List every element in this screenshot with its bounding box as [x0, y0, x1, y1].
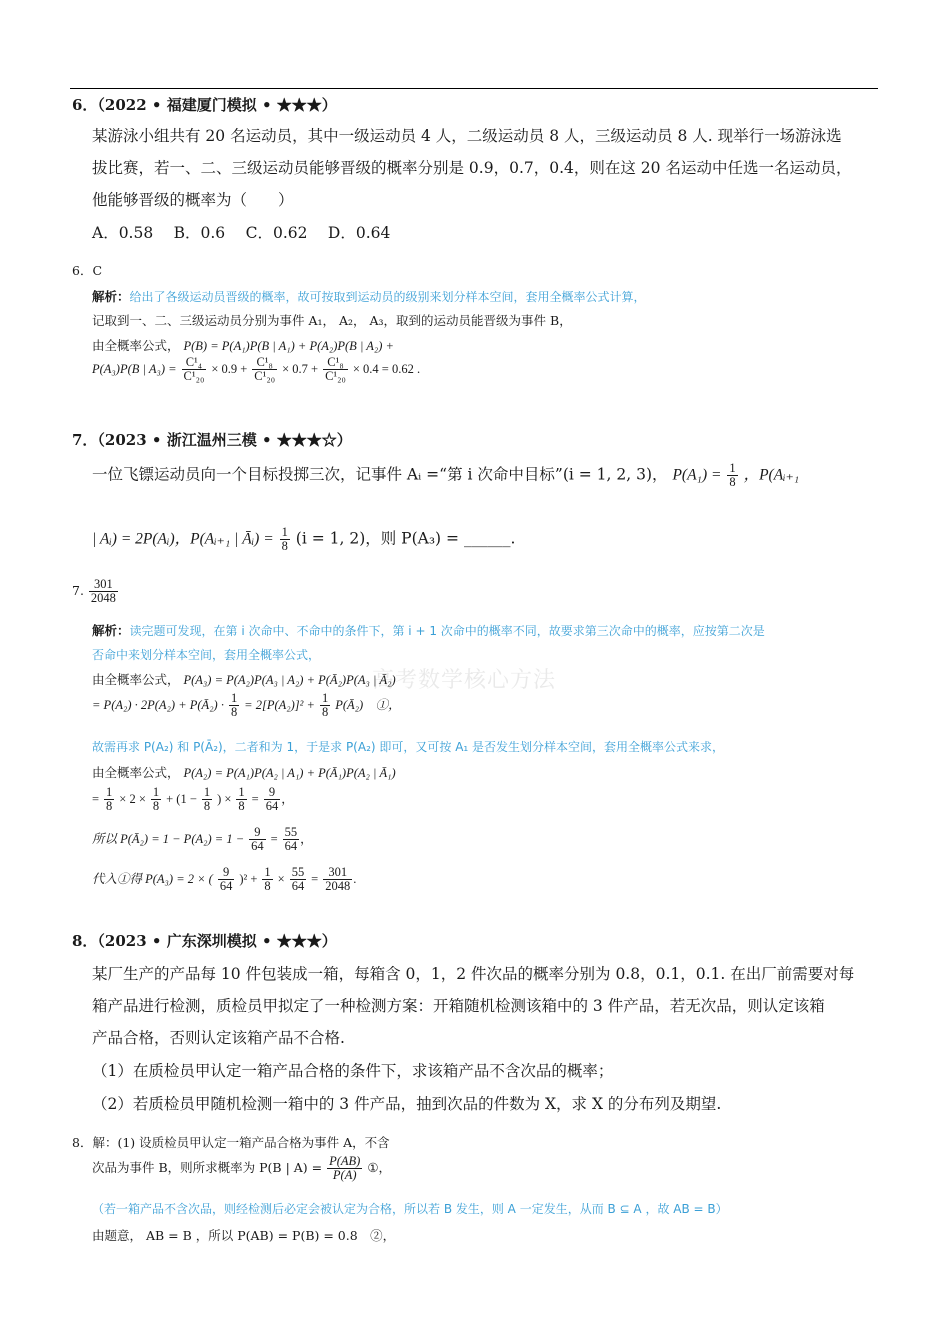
q6-line2: 拔比赛，若一、二、三级运动员能够晋级的概率分别是 0.9，0.7，0.4，则在这 20 名运动中任选一名运动员，: [92, 159, 852, 177]
a6-jiexi-label: 解析：: [92, 289, 130, 304]
a7-l2-frac2-num: 1: [321, 691, 329, 705]
q8-line1: 某厂生产的产品每 10 件包装成一箱，每箱含 0，1，2 件次品的概率分别为 0.8，0.1，0.1. 在出厂前需要对每: [92, 965, 855, 983]
a7-l4-f1-den: 8: [106, 799, 113, 814]
a7-l6-f4-den: 2048: [325, 879, 351, 894]
a7-line3: [92, 763, 396, 781]
watermark: 高考数学核心方法: [372, 668, 557, 693]
a7-line6-b: )² +: [239, 872, 258, 887]
a8-hint: （若一箱产品不含次品，则经检测后必定会被认定为合格，所以若 B 发生，则 A 一定发生，从而 B ⊆ A ，故 AB = B）: [92, 1202, 728, 1216]
frac-c8-b: C¹₈: [323, 356, 348, 370]
a7-l6-f2-num: 1: [264, 865, 271, 879]
a7-line6: 代入①得 P(A₃) = 2 × ( $\frac{9}{64}$ )² + $\frac{1}{8}$ × $\frac{55}{64}$ = $\frac{301}{2048}$ .: [92, 865, 357, 894]
a7-l5-f2-den: 64: [284, 839, 298, 854]
a7-jiexi-label: 解析：: [92, 623, 130, 638]
q8-line2: 箱产品进行检测，质检员甲拟定了一种检测方案：开箱随机检测该箱中的 3 件产品，若无次品，则认定该箱: [92, 997, 825, 1015]
q7-line1: [92, 462, 799, 489]
a7-l4-f2-num: 1: [152, 785, 160, 799]
a7-l5-f1-num: 9: [249, 826, 266, 840]
a7-answer: [72, 578, 119, 605]
frac-c20-b: C¹₂₀: [254, 369, 276, 384]
a6-line3: P(A₃)P(B | A₃) = $\frac{\text{C¹₄}}{\text{C¹₂₀}}$ × 0.9 + $\frac{\text{C¹₈}}{\text{C¹₂₀}}$ × 0.7 + $\frac{\text{C¹₈}}{\text{C¹₂₀}}$ × 0.4 = 0.62 .: [92, 355, 421, 384]
a6-line2-pre: 由全概率公式，: [92, 338, 180, 353]
q6-options: A．0.58 B．0.6 C．0.62 D．0.64: [92, 224, 391, 242]
a7-line2-c: P(Ā₂) ①，: [335, 698, 401, 713]
a7-line4-c: ) ×: [217, 792, 232, 807]
a7-answer-num: 7.: [72, 583, 84, 599]
a7-l4-f1-num: 1: [106, 785, 113, 799]
q7-header: 7．（2023 • 浙江温州三模 • ★★★☆）: [72, 431, 352, 449]
a7-line2: [92, 692, 401, 719]
q7-line2: [92, 526, 515, 553]
a7-l4-f5-num: 9: [264, 786, 281, 800]
a7-line5-pre: 所以 P(Ā₂) = 1 − P(A₂) = 1 −: [92, 832, 245, 847]
q7-line2-text: | Aᵢ) = 2P(Aᵢ)，P(Aᵢ₊₁ | Āᵢ) =: [92, 530, 274, 548]
frac-c4: C¹₄: [182, 356, 207, 370]
a7-line4: = $\frac{1}{8}$ × 2 × $\frac{1}{8}$ + (1 − $\frac{1}{8}$ ) × $\frac{1}{8}$ = $\frac{9}{64}$ ，: [92, 785, 294, 814]
a8-frac-den: P(A): [332, 1168, 357, 1183]
a7-line2-a: = P(A₂) · 2P(A₂) + P(Ā₂) ·: [92, 698, 224, 713]
a6-line1: 记取到一、二、三级运动员分别为事件 A₁， A₂， A₃，取到的运动员能晋级为事件 B，: [92, 313, 572, 328]
a8-line1: 8．解：(1) 设质检员甲认定一箱产品合格为事件 A，不含: [72, 1135, 390, 1150]
q8-header: 8．（2023 • 广东深圳模拟 • ★★★）: [72, 932, 337, 950]
q7-frac1-num: 1: [729, 461, 736, 475]
a7-l6-f3-den: 64: [291, 879, 305, 894]
a6-line3-pre: P(A₃)P(B | A₃) =: [92, 362, 177, 377]
a7-line6-pre: 代入①得 P(A₃) = 2 × (: [92, 872, 213, 887]
a7-l4-f4-num: 1: [238, 785, 245, 799]
a7-line3-pre: 由全概率公式，: [92, 765, 180, 780]
a7-answer-frac-num: 301: [89, 578, 118, 592]
q7-line1-tail: P(A₁) =: [672, 466, 722, 484]
a6-line3-tail: × 0.4 = 0.62 .: [352, 362, 421, 377]
a7-line6-c: ×: [277, 872, 285, 887]
a7-line3-formula: P(A₂) = P(A₁)P(A₂ | A₁) + P(Ā₁)P(A₂ | Ā₁): [183, 766, 396, 780]
a7-line4-b: + (1 −: [166, 792, 197, 807]
a6-line2-formula: P(B) = P(A₁)P(B | A₁) + P(A₂)P(B | A₂) +: [183, 339, 394, 353]
a7-hint1-line: [92, 621, 765, 639]
a6-hint: 给出了各级运动员晋级的概率，故可按取到运动员的级别来划分样本空间，套用全概率公式计算，: [129, 290, 646, 304]
a6-hint-line: [92, 287, 646, 305]
a7-line1: [92, 670, 396, 688]
a6-line2: [92, 336, 394, 354]
frac-c20-a: C¹₂₀: [183, 369, 205, 384]
q6-header: 6．（2022 • 福建厦门模拟 • ★★★）: [72, 96, 337, 114]
a7-l6-f1-num: 9: [218, 866, 235, 880]
a7-line1-formula: P(A₃) = P(A₂)P(A₃ | A₂) + P(Ā₂)P(A₃ | Ā₂): [183, 673, 396, 687]
a7-l5-f1-den: 64: [251, 839, 264, 854]
a7-line4-d: =: [251, 792, 259, 807]
frac-c8-a: C¹₈: [252, 356, 277, 370]
a7-line4-a: × 2 ×: [119, 792, 146, 807]
a8-line2: [92, 1155, 391, 1182]
q8-line3: 产品合格，否则认定该箱产品不合格.: [92, 1029, 345, 1047]
a8-line3: 由题意， AB = B ，所以 P(AB) = P(B) = 0.8 ②，: [92, 1228, 396, 1243]
a7-line1-pre: 由全概率公式，: [92, 672, 180, 687]
a7-l2-frac2-den: 8: [321, 705, 329, 720]
a7-l4-f3-den: 8: [203, 799, 211, 814]
a7-answer-frac-den: 2048: [90, 591, 116, 606]
q6-line1: 某游泳小组共有 20 名运动员，其中一级运动员 4 人，二级运动员 8 人，三级运动员 8 人. 现举行一场游泳选: [92, 127, 842, 145]
a7-l6-f3-num: 55: [291, 865, 305, 879]
a7-l4-f3-num: 1: [203, 785, 211, 799]
q8-line4: （1）在质检员甲认定一箱产品合格的条件下，求该箱产品不含次品的概率；: [92, 1062, 614, 1080]
a7-l6-f2-den: 8: [264, 879, 271, 894]
q7-frac2-den: 8: [281, 539, 288, 554]
q7-frac1-den: 8: [729, 475, 736, 490]
a8-line2-pre: 次品为事件 B，则所求概率为 P(B | A) =: [92, 1160, 323, 1176]
a7-l6-f4-num: 301: [323, 866, 352, 880]
q6-line3: 他能够晋级的概率为（ ）: [92, 191, 294, 209]
a7-l4-f2-den: 8: [152, 799, 160, 814]
a7-l4-f5-den: 64: [265, 799, 279, 814]
a8-frac-num: P(AB): [329, 1154, 361, 1168]
q7-frac2-num: 1: [281, 525, 288, 539]
q7-line1-tail2: ，P(Aᵢ₊₁: [743, 466, 800, 484]
a8-line2-tail: ①，: [367, 1160, 392, 1176]
a7-hint3: 故需再求 P(A₂) 和 P(Ā₂)，二者和为 1，于是求 P(A₂) 即可，又可按 A₁ 是否发生划分样本空间，套用全概率公式来求，: [92, 740, 725, 754]
q8-line5: （2）若质检员甲随机检测一箱中的 3 件产品，抽到次品的件数为 X，求 X 的分布列及期望.: [92, 1095, 722, 1113]
q7-line2-tail: (i = 1, 2)，则 P(A₃) = ______.: [295, 529, 516, 548]
a7-hint1: 读完题可发现，在第 i 次命中、不命中的条件下，第 i + 1 次命中的概率不同，故要求第三次命中的概率，应按第二次是: [129, 624, 765, 638]
a7-l2-frac1-den: 8: [230, 705, 238, 720]
top-rule: [70, 88, 878, 89]
a7-hint2: 否命中来划分样本空间，套用全概率公式，: [92, 648, 321, 662]
a7-l6-f1-den: 64: [219, 879, 233, 894]
a7-line5: 所以 P(Ā₂) = 1 − P(A₂) = 1 − $\frac{9}{64}$ = $\frac{55}{64}$ ，: [92, 825, 313, 854]
a7-l5-f2-num: 55: [284, 825, 298, 839]
q7-line1-text: 一位飞镖运动员向一个目标投掷三次，记事件 Aᵢ =“第 i 次命中目标”(i = 1, 2, 3)，: [92, 465, 668, 484]
a7-l2-frac1-num: 1: [230, 691, 238, 705]
a6-answer: 6．C: [72, 263, 103, 278]
a7-line2-b: = 2[P(A₂)]² +: [244, 698, 315, 713]
frac-c20-c: C¹₂₀: [325, 369, 346, 384]
a7-l4-f4-den: 8: [238, 799, 245, 814]
